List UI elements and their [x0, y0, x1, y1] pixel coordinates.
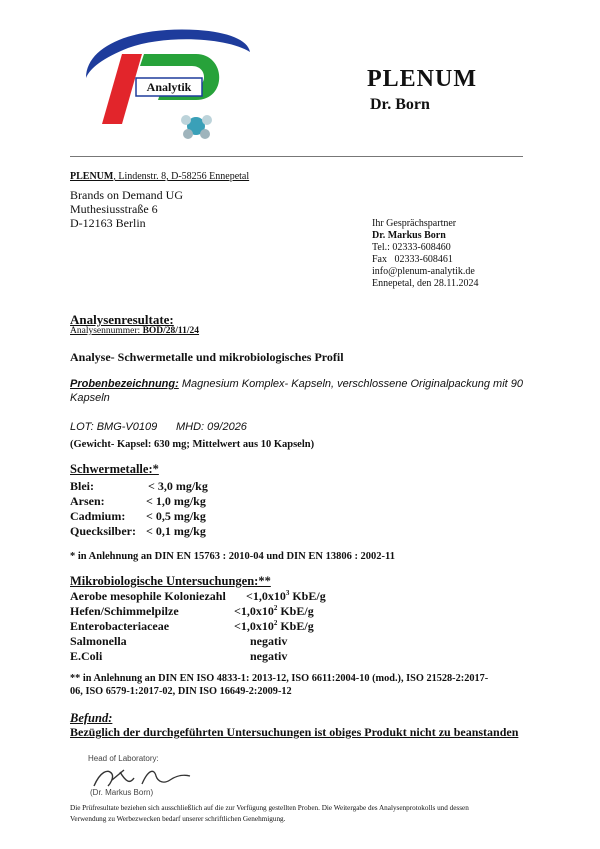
heavy-metal-value: < 1,0 mg/kg: [146, 494, 206, 508]
contact-name: Dr. Markus Born: [372, 230, 446, 241]
finding-text: Bezüglich der durchgeführten Untersuchungen ist obiges Produkt nicht zu beanstanden: [70, 725, 519, 739]
recipient-line: Muthesiusstraße 6: [70, 202, 158, 216]
header-divider: [70, 156, 523, 157]
heavy-metals-footnote: * in Anlehnung an DIN EN 15763 : 2010-04 und DIN EN 13806 : 2002-11: [70, 551, 395, 562]
contact-email[interactable]: info@plenum-analytik.de: [372, 266, 475, 277]
sample-text: Magnesium Komplex- Kapseln, verschlossene Originalpackung mit 90: [178, 378, 524, 390]
finding-label: Befund:: [70, 711, 113, 725]
heavy-metals-heading: Schwermetalle:*: [70, 462, 159, 476]
micro-name: E.Coli: [70, 649, 103, 663]
sender-name: PLENUM: [70, 171, 114, 182]
micro-name: Enterobacteriaceae: [70, 619, 170, 633]
sample-description: [70, 378, 523, 390]
company-subtitle: Dr. Born: [370, 96, 430, 113]
results-heading: Analysenresultate:: [70, 312, 174, 327]
heavy-metal-name: Quecksilber:: [70, 524, 136, 538]
heavy-metal-value: < 3,0 mg/kg: [148, 479, 208, 493]
disclaimer-continued: Verwendung zu Werbezwecken bedarf unserer schriftlichen Genehmigung.: [70, 815, 286, 823]
best-before: MHD: 09/2026: [176, 421, 247, 433]
micro-value: $<1,0x10^2$ KbE/g: [234, 619, 314, 633]
heavy-metal-row: [70, 509, 206, 524]
molecule-atom: [202, 115, 212, 125]
recipient-line: Brands on Demand UG: [70, 188, 183, 202]
molecule-atom: [200, 129, 210, 139]
micro-name: Salmonella: [70, 634, 127, 648]
micro-footnote: ** in Anlehnung an DIN EN ISO 4833-1: 2013-12, ISO 6611:2004-10 (mod.), ISO 21528-2:2017-: [70, 673, 489, 684]
logo-swoosh: [86, 29, 250, 78]
micro-name: Aerobe mesophile Koloniezahl: [70, 589, 226, 603]
heavy-metal-name: Arsen:: [70, 494, 105, 508]
lot-number: LOT: BMG-V0109: [70, 421, 158, 433]
letter-date: Ennepetal, den 28.11.2024: [372, 278, 479, 289]
sender-address: , Lindenstr. 8, D-58256 Ennepetal: [113, 171, 250, 182]
sample-text-continued: Kapseln: [70, 392, 110, 404]
signature-image: [90, 762, 200, 790]
micro-row: [70, 619, 314, 634]
contact-tel: Tel.: 02333-608460: [372, 242, 451, 253]
micro-value: negativ: [250, 649, 288, 663]
disclaimer: Die Prüfresultate beziehen sich ausschließlich auf die zur Verfügung gestellten Proben. Die Weitergabe des Analysenprotokolls und dessen: [70, 804, 469, 812]
sample-label: Probenbezeichnung:: [70, 378, 179, 390]
micro-row: [70, 604, 314, 619]
heavy-metal-row: [70, 479, 208, 494]
analysis-number-value: BOD/28/11/24: [142, 326, 200, 336]
molecule-atom: [183, 129, 193, 139]
heavy-metal-value: < 0,1 mg/kg: [146, 524, 206, 538]
heavy-metal-value: < 0,5 mg/kg: [146, 509, 206, 523]
heavy-metal-row: [70, 494, 206, 509]
sender-line: [70, 171, 249, 182]
micro-value: $<1,0x10^3$ KbE/g: [246, 589, 326, 603]
micro-value: negativ: [250, 634, 288, 648]
micro-row: [70, 649, 288, 664]
contact-label: Ihr Gesprächspartner: [372, 218, 457, 229]
micro-value: $<1,0x10^2$ KbE/g: [234, 604, 314, 618]
micro-row: [70, 589, 326, 604]
signatory-name: (Dr. Markus Born): [90, 788, 154, 797]
molecule-atom: [181, 115, 191, 125]
micro-name: Hefen/Schimmelpilze: [70, 604, 179, 618]
recipient-line: D-12163 Berlin: [70, 216, 146, 230]
logo-text: Analytik: [146, 80, 192, 94]
analysis-number-label: Analysennummer:: [70, 326, 143, 336]
company-name: PLENUM: [367, 66, 477, 92]
head-of-laboratory-label: Head of Laboratory:: [88, 754, 159, 763]
heavy-metal-name: Blei:: [70, 479, 94, 493]
heavy-metal-name: Cadmium:: [70, 509, 126, 523]
micro-row: [70, 634, 288, 649]
weight-note: (Gewicht- Kapsel: 630 mg; Mittelwert aus 10 Kapseln): [70, 439, 315, 450]
micro-heading: Mikrobiologische Untersuchungen:**: [70, 574, 271, 588]
analysis-number: [70, 326, 199, 336]
plenum-analytik-logo: [78, 16, 258, 146]
heavy-metal-row: [70, 524, 206, 539]
micro-footnote-continued: 06, ISO 6579-1:2017-02, DIN ISO 16649-2:2009-12: [70, 686, 292, 697]
contact-fax: Fax 02333-608461: [372, 254, 453, 265]
analysis-title: Analyse- Schwermetalle und mikrobiologisches Profil: [70, 350, 344, 364]
